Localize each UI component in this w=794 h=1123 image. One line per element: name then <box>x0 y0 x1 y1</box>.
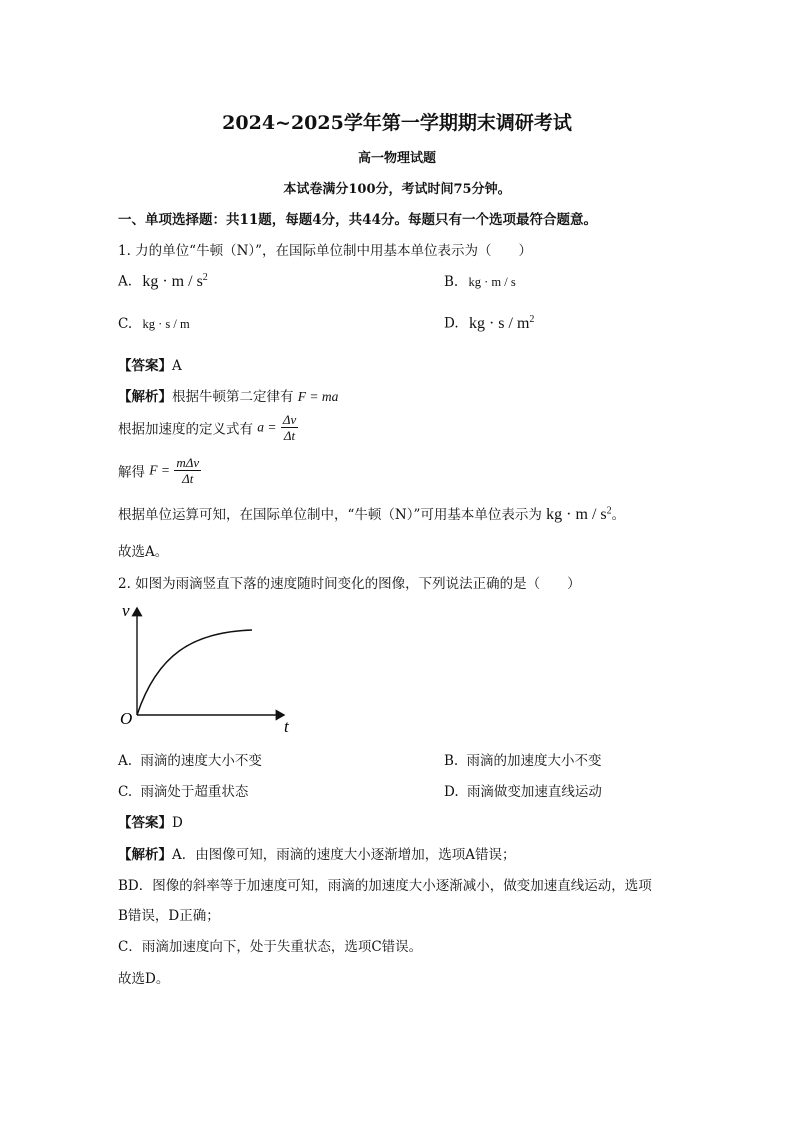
q2-option-d <box>444 780 602 800</box>
q2-graph-origin: O <box>120 709 133 728</box>
q2-option-b <box>444 749 602 769</box>
q1-formula2-num: Δv <box>282 412 297 427</box>
q1-option-d-label: D. <box>444 315 459 332</box>
q1-conclusion: 故选A。 <box>118 544 169 560</box>
q1-option-a-text: kg · m / s <box>142 272 203 290</box>
q1-option-b-text: kg · m / s <box>468 275 516 289</box>
q1-option-d-text: kg · s / m <box>468 314 530 332</box>
q2-stem: 2. 如图为雨滴竖直下落的速度随时间变化的图像，下列说法正确的是（ ） <box>118 576 581 592</box>
q1-analysis-line4 <box>118 503 625 524</box>
q1-analysis-text2: 根据加速度的定义式有 <box>118 421 253 438</box>
q2-option-d-label: D. <box>444 784 459 800</box>
q1-answer <box>118 354 182 374</box>
q2-option-d-text: 雨滴做变加速直线运动 <box>466 784 602 800</box>
q1-answer-tag: 【答案】 <box>118 358 172 374</box>
q1-analysis-line2 <box>118 412 298 443</box>
section-heading: 一、单项选择题：共11题，每题4分，共44分。每题只有一个选项最符合题意。 <box>118 212 597 228</box>
q1-option-a <box>118 272 208 291</box>
q1-option-b-label: B. <box>444 274 459 290</box>
q2-answer-tag: 【答案】 <box>118 815 172 831</box>
q1-answer-value: A <box>172 358 182 374</box>
q1-formula3-lhs: F = <box>149 462 171 478</box>
q2-option-b-label: B. <box>444 753 459 769</box>
q1-formula2-den: Δt <box>283 428 296 443</box>
q2-option-a-label: A. <box>118 753 133 769</box>
q1-option-b <box>444 274 516 290</box>
q1-analysis-line1 <box>118 385 338 405</box>
q1-analysis-tag: 【解析】 <box>118 389 172 405</box>
q2-option-b-text: 雨滴的加速度大小不变 <box>466 753 602 769</box>
q1-option-c <box>118 316 190 332</box>
q2-option-c <box>118 780 248 800</box>
q1-analysis-text1: 根据牛顿第二定律有 <box>172 389 294 405</box>
q1-formula3-fraction <box>174 455 201 486</box>
q1-analysis-end: 。 <box>611 507 626 523</box>
q1-option-d <box>444 314 534 333</box>
q1-option-a-sup: 2 <box>202 272 208 283</box>
q2-conclusion: 故选D。 <box>118 971 170 987</box>
q1-analysis-text3: 解得 <box>118 464 145 481</box>
q2-analysis-a <box>118 843 516 863</box>
q1-analysis-line3 <box>118 455 201 486</box>
q2-option-a <box>118 749 262 769</box>
q2-analysis-bd-2: B错误，D正确； <box>118 908 220 924</box>
q1-stem: 1. 力的单位“牛顿（N）”，在国际单位制中用基本单位表示为（ ） <box>118 243 533 259</box>
q1-option-c-label: C. <box>118 316 133 332</box>
q2-option-c-label: C. <box>118 784 133 800</box>
q2-option-a-text: 雨滴的速度大小不变 <box>140 753 262 769</box>
exam-subtitle: 高一物理试题 <box>357 151 436 166</box>
q1-option-c-text: kg · s / m <box>142 317 190 331</box>
q2-analysis-a-text: A．由图像可知，雨滴的速度大小逐渐增加，选项A错误； <box>172 847 516 863</box>
q2-answer <box>118 811 183 831</box>
q2-vt-graph <box>112 600 302 735</box>
exam-note: 本试卷满分100分，考试时间75分钟。 <box>283 182 511 197</box>
q1-formula3-den: Δt <box>182 471 194 486</box>
q1-formula1: F = ma <box>297 389 339 404</box>
q1-option-d-sup: 2 <box>529 314 535 325</box>
q1-formula2-fraction <box>281 412 298 443</box>
q2-graph-curve <box>137 630 252 715</box>
q2-graph-x-label: t <box>284 717 289 735</box>
q1-analysis-text4: 根据单位运算可知，在国际单位制中，“牛顿（N）”可用基本单位表示为 <box>118 507 542 523</box>
q2-analysis-c: C．雨滴加速度向下，处于失重状态，选项C错误。 <box>118 939 423 955</box>
q1-analysis-unit: kg · m / s <box>546 506 607 523</box>
q2-analysis-tag: 【解析】 <box>118 847 172 863</box>
q1-formula3-num: mΔv <box>176 455 200 470</box>
q2-answer-value: D <box>172 815 183 831</box>
q1-analysis-unit-sup: 2 <box>606 505 612 517</box>
q2-option-c-text: 雨滴处于超重状态 <box>140 784 249 800</box>
q1-option-a-label: A. <box>118 273 133 290</box>
q2-analysis-bd-1: BD．图像的斜率等于加速度可知，雨滴的加速度大小逐渐减小，做变加速直线运动，选项 <box>118 878 652 894</box>
exam-title: 2024~2025学年第一学期期末调研考试 <box>222 112 572 134</box>
q1-formula2-lhs: a = <box>257 419 277 435</box>
q2-graph-y-label: v <box>122 601 130 620</box>
